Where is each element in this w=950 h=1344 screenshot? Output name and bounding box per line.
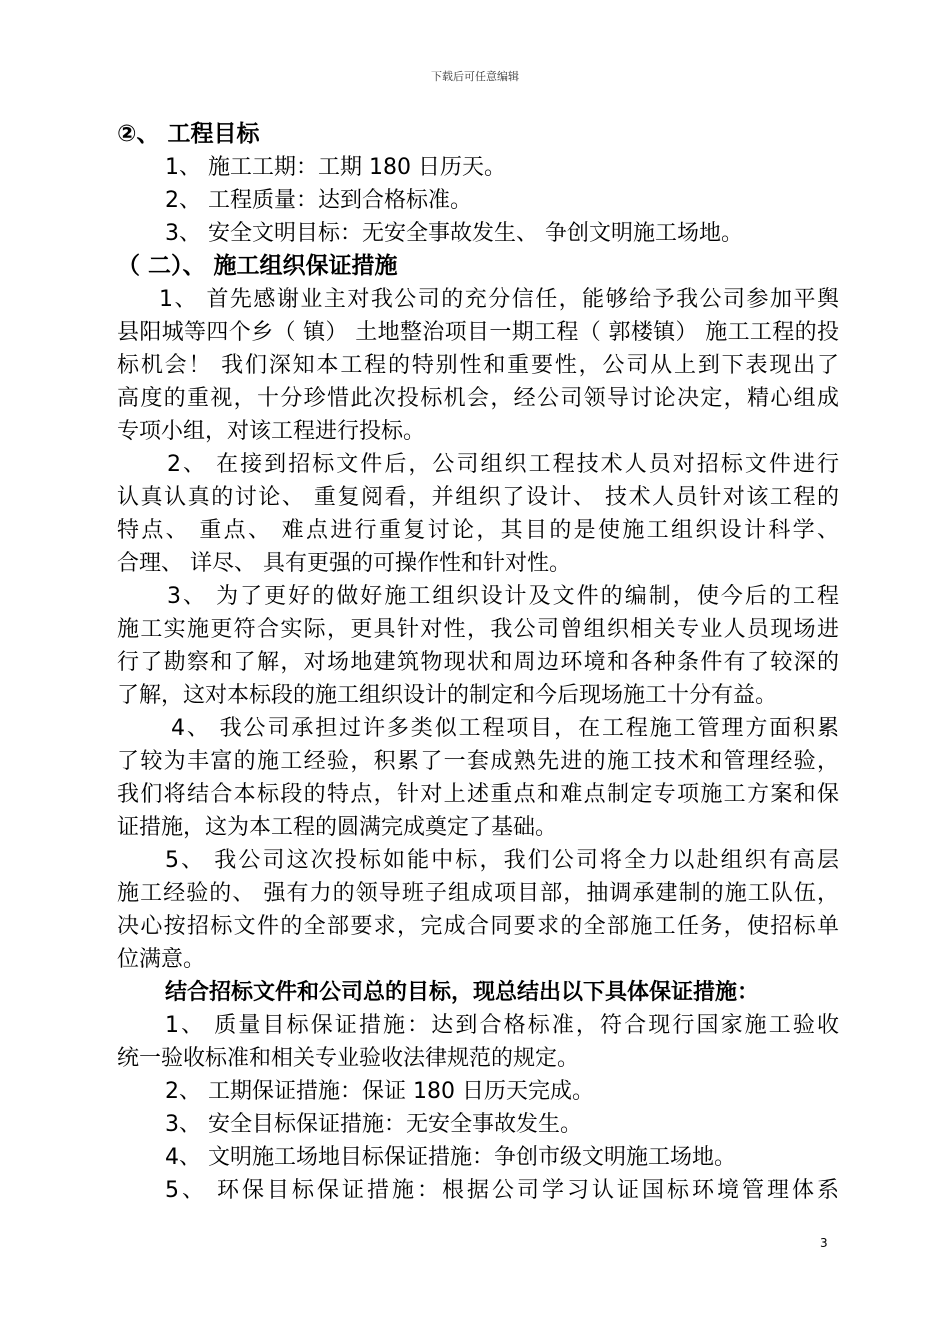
- paragraph-line: 施工实施更符合实际，更具针对性，我公司曾组织相关专业人员现场进: [117, 617, 839, 642]
- paragraph-line: 高度的重视，十分珍惜此次投标机会，经公司领导讨论决定，精心组成: [117, 386, 839, 411]
- paragraph-line: 标机会！ 我们深知本工程的特别性和重要性，公司从上到下表现出了: [117, 353, 839, 378]
- paragraph-line: 合理、 详尽、 具有更强的可操作性和针对性。: [117, 551, 571, 576]
- paragraph-line: 我们将结合本标段的特点，针对上述重点和难点制定专项施工方案和保: [117, 782, 839, 807]
- measure-quality: 1、 质量目标保证措施：达到合格标准，符合现行国家施工验收: [165, 1013, 839, 1038]
- paragraph-line: 1、 首先感谢业主对我公司的充分信任，能够给予我公司参加平舆: [159, 287, 839, 312]
- paragraph-line: 专项小组，对该工程进行投标。: [117, 419, 426, 444]
- goal-quality: 2、 工程质量：达到合格标准。: [165, 188, 472, 213]
- paragraph-line: 了较为丰富的施工经验，积累了一套成熟先进的施工技术和管理经验，: [117, 749, 839, 774]
- measure-duration: 2、 工期保证措施：保证 180 日历天完成。: [165, 1079, 594, 1104]
- measure-safety: 3、 安全目标保证措施：无安全事故发生。: [165, 1112, 582, 1137]
- measure-environment: 5、 环保目标保证措施：根据公司学习认证国标环境管理体系: [165, 1178, 839, 1203]
- paragraph-line: 5、 我公司这次投标如能中标，我们公司将全力以赴组织有高层: [165, 848, 839, 873]
- paragraph-line: 行了勘察和了解，对场地建筑物现状和周边环境和各种条件有了较深的: [117, 650, 839, 675]
- document-body: [117, 118, 839, 1207]
- paragraph-line: 县阳城等四个乡（ 镇） 土地整治项目一期工程（ 郭楼镇） 施工工程的投: [117, 320, 839, 345]
- paragraph-line: 2、 在接到招标文件后，公司组织工程技术人员对招标文件进行: [167, 452, 839, 477]
- measure-civilized-site: 4、 文明施工场地目标保证措施：争创市级文明施工场地。: [165, 1145, 736, 1170]
- measure-quality-cont: 统一验收标准和相关专业验收法律规范的规定。: [117, 1046, 580, 1071]
- goal-safety: 3、 安全文明目标：无安全事故发生、 争创文明施工场地。: [165, 221, 743, 246]
- paragraph-line: 决心按招标文件的全部要求，完成合同要求的全部施工任务，使招标单: [117, 914, 839, 939]
- paragraph-line: 3、 为了更好的做好施工组织设计及文件的编制，使今后的工程: [167, 584, 839, 609]
- paragraph-line: 认真认真的讨论、 重复阅看，并组织了设计、 技术人员针对该工程的: [117, 485, 839, 510]
- paragraph-line: 特点、 重点、 难点进行重复讨论，其目的是使施工组织设计科学、: [117, 518, 839, 543]
- goal-duration: 1、 施工工期：工期 180 日历天。: [165, 155, 506, 180]
- page-number: 3: [820, 1236, 828, 1250]
- paragraph-line: 了解，这对本标段的施工组织设计的制定和今后现场施工十分有益。: [117, 683, 778, 708]
- paragraph-line: 证措施，这为本工程的圆满完成奠定了基础。: [117, 815, 558, 840]
- summary-heading: 结合招标文件和公司总的目标，现总结出以下具体保证措施：: [165, 980, 760, 1005]
- paragraph-line: 4、 我公司承担过许多类似工程项目，在工程施工管理方面积累: [171, 716, 839, 741]
- page-header: 下载后可任意编辑: [431, 70, 519, 83]
- section-heading-measures: （ 二）、 施工组织保证措施: [117, 253, 398, 279]
- paragraph-line: 位满意。: [117, 947, 206, 972]
- section-heading-goals: ②、 工程目标: [117, 121, 260, 147]
- paragraph-line: 施工经验的、 强有力的领导班子组成项目部，抽调承建制的施工队伍，: [117, 881, 839, 906]
